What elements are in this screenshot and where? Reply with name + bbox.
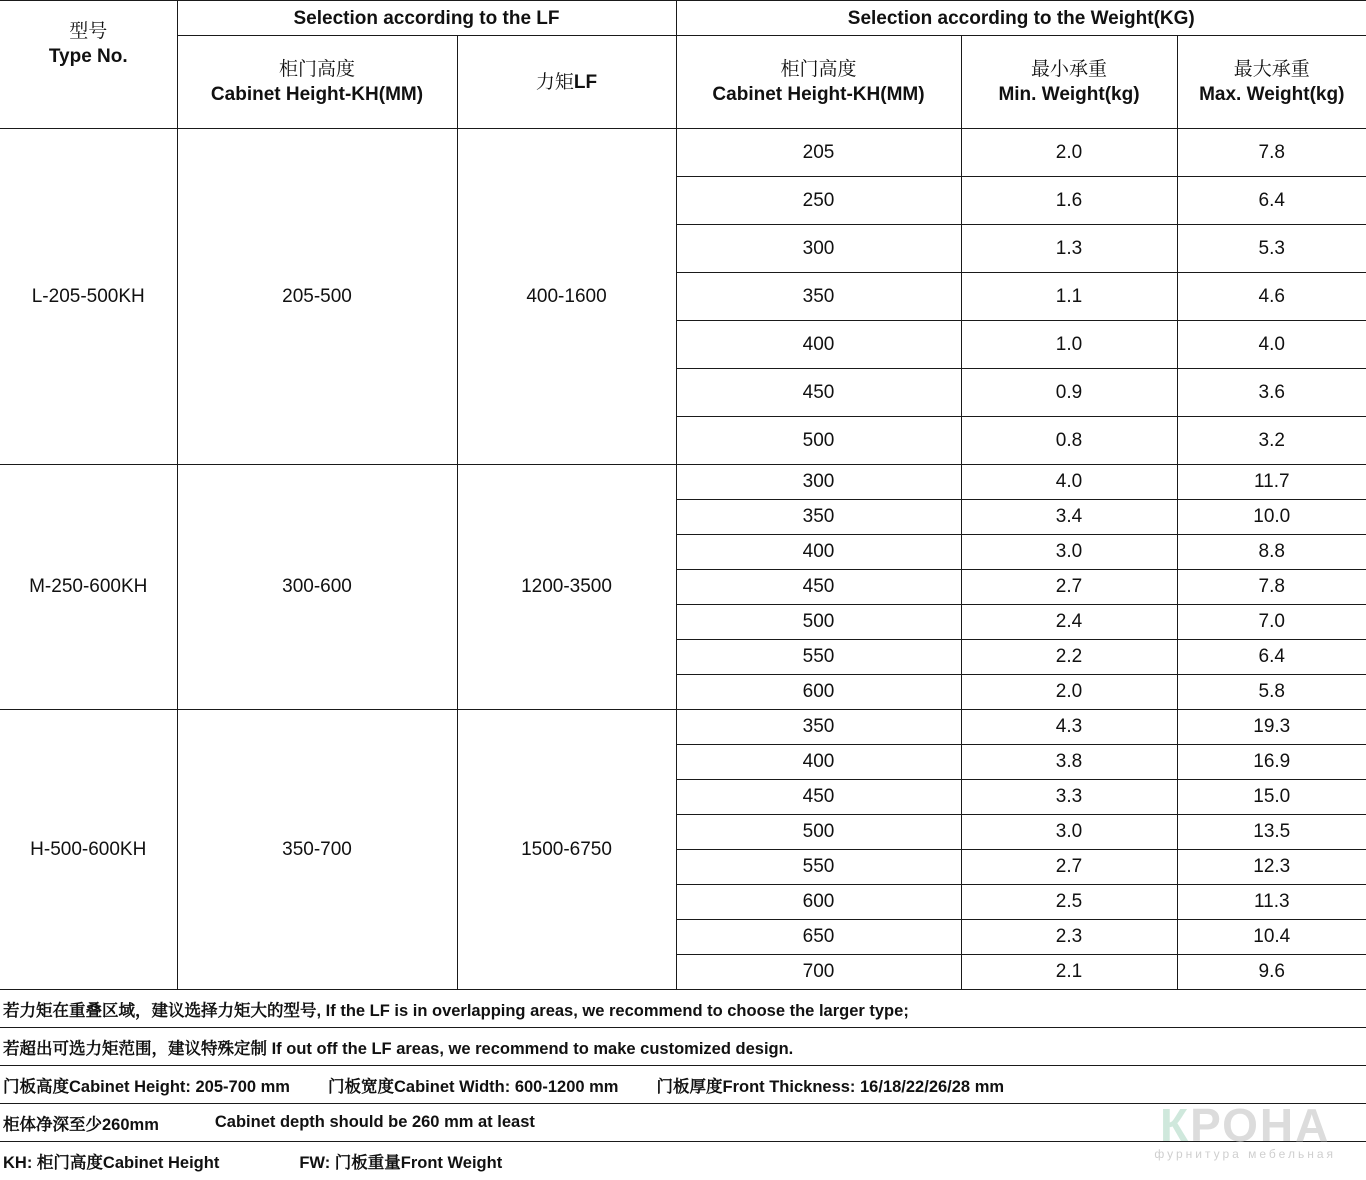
min-weight-cell: 2.7 xyxy=(961,570,1177,605)
min-weight-header xyxy=(961,36,1177,129)
notes-section xyxy=(0,990,1366,1180)
min-weight-cell: 2.5 xyxy=(961,885,1177,920)
type-no-header-en: Type No. xyxy=(0,44,177,69)
note-cabinet-width: 门板宽度Cabinet Width: 600-1200 mm xyxy=(328,1073,619,1097)
max-weight-header-en: Max. Weight(kg) xyxy=(1178,82,1366,107)
max-weight-cell: 11.3 xyxy=(1177,885,1366,920)
type-no-cell: H-500-600KH xyxy=(0,710,177,990)
min-weight-cell: 3.0 xyxy=(961,815,1177,850)
cabinet-height-cell: 600 xyxy=(676,675,961,710)
note-depth-zh: 柜体净深至少260mm xyxy=(3,1111,159,1135)
cabinet-height-cell: 650 xyxy=(676,920,961,955)
max-weight-cell: 15.0 xyxy=(1177,780,1366,815)
min-weight-cell: 2.1 xyxy=(961,955,1177,990)
height-range-cell: 205-500 xyxy=(177,129,457,465)
note-fw-definition: FW: 门板重量Front Weight xyxy=(299,1149,502,1173)
max-weight-cell: 5.8 xyxy=(1177,675,1366,710)
min-weight-cell: 2.7 xyxy=(961,850,1177,885)
note-dimensions xyxy=(0,1066,1366,1104)
min-weight-cell: 0.9 xyxy=(961,369,1177,417)
cabinet-height-cell: 350 xyxy=(676,500,961,535)
max-weight-cell: 7.8 xyxy=(1177,129,1366,177)
max-weight-cell: 10.0 xyxy=(1177,500,1366,535)
lf-header-zh: 力矩 xyxy=(536,71,574,93)
max-weight-cell: 5.3 xyxy=(1177,225,1366,273)
group-lf-header: Selection according to the LF xyxy=(177,1,676,36)
weight-cabinet-height-header-zh: 柜门高度 xyxy=(677,57,961,82)
max-weight-header xyxy=(1177,36,1366,129)
max-weight-cell: 9.6 xyxy=(1177,955,1366,990)
brand-watermark-k: К xyxy=(1160,1099,1190,1151)
lf-range-cell: 1200-3500 xyxy=(457,465,676,710)
min-weight-cell: 3.4 xyxy=(961,500,1177,535)
note-out-of-range xyxy=(0,1028,1366,1066)
cabinet-height-cell: 600 xyxy=(676,885,961,920)
max-weight-cell: 8.8 xyxy=(1177,535,1366,570)
min-weight-cell: 4.3 xyxy=(961,710,1177,745)
note-depth-en: Cabinet depth should be 260 mm at least xyxy=(215,1113,535,1132)
weight-cabinet-height-header xyxy=(676,36,961,129)
max-weight-cell: 12.3 xyxy=(1177,850,1366,885)
cabinet-height-cell: 500 xyxy=(676,815,961,850)
max-weight-cell: 13.5 xyxy=(1177,815,1366,850)
cabinet-height-cell: 700 xyxy=(676,955,961,990)
cabinet-height-cell: 205 xyxy=(676,129,961,177)
min-weight-cell: 2.4 xyxy=(961,605,1177,640)
max-weight-cell: 4.0 xyxy=(1177,321,1366,369)
note-front-thickness: 门板厚度Front Thickness: 16/18/22/26/28 mm xyxy=(656,1073,1004,1097)
table-row xyxy=(0,465,1366,500)
cabinet-height-cell: 550 xyxy=(676,850,961,885)
max-weight-cell: 3.6 xyxy=(1177,369,1366,417)
brand-watermark-rest: РОНА xyxy=(1190,1099,1330,1151)
height-range-cell: 350-700 xyxy=(177,710,457,990)
cabinet-height-cell: 400 xyxy=(676,745,961,780)
min-weight-cell: 0.8 xyxy=(961,417,1177,465)
min-weight-cell: 1.1 xyxy=(961,273,1177,321)
weight-cabinet-height-header-en: Cabinet Height-KH(MM) xyxy=(677,82,961,107)
note-definitions xyxy=(0,1142,1366,1180)
type-no-header-zh: 型号 xyxy=(0,19,177,44)
min-weight-cell: 3.0 xyxy=(961,535,1177,570)
cabinet-height-cell: 300 xyxy=(676,465,961,500)
max-weight-cell: 3.2 xyxy=(1177,417,1366,465)
lf-header-en: LF xyxy=(574,72,597,93)
max-weight-cell: 7.8 xyxy=(1177,570,1366,605)
max-weight-cell: 6.4 xyxy=(1177,640,1366,675)
cabinet-height-header-zh: 柜门高度 xyxy=(178,57,457,82)
min-weight-cell: 2.3 xyxy=(961,920,1177,955)
height-range-cell: 300-600 xyxy=(177,465,457,710)
min-weight-cell: 3.8 xyxy=(961,745,1177,780)
cabinet-height-cell: 400 xyxy=(676,535,961,570)
note-kh-definition: KH: 柜门高度Cabinet Height xyxy=(3,1149,219,1173)
lf-header xyxy=(457,36,676,129)
note-overlap-text: 若力矩在重叠区域，建议选择力矩大的型号, If the LF is in overlapping areas, we recommend to choose the larger type; xyxy=(3,997,909,1021)
max-weight-cell: 19.3 xyxy=(1177,710,1366,745)
min-weight-cell: 1.3 xyxy=(961,225,1177,273)
min-weight-header-zh: 最小承重 xyxy=(962,57,1177,82)
type-no-header xyxy=(0,1,177,129)
cabinet-height-header xyxy=(177,36,457,129)
max-weight-cell: 10.4 xyxy=(1177,920,1366,955)
max-weight-header-zh: 最大承重 xyxy=(1178,57,1366,82)
max-weight-cell: 6.4 xyxy=(1177,177,1366,225)
cabinet-height-cell: 400 xyxy=(676,321,961,369)
cabinet-height-cell: 450 xyxy=(676,570,961,605)
cabinet-height-cell: 350 xyxy=(676,710,961,745)
min-weight-cell: 3.3 xyxy=(961,780,1177,815)
max-weight-cell: 4.6 xyxy=(1177,273,1366,321)
max-weight-cell: 11.7 xyxy=(1177,465,1366,500)
cabinet-height-cell: 300 xyxy=(676,225,961,273)
cabinet-height-cell: 350 xyxy=(676,273,961,321)
type-no-cell: M-250-600KH xyxy=(0,465,177,710)
table-row xyxy=(0,710,1366,745)
min-weight-cell: 2.0 xyxy=(961,675,1177,710)
cabinet-height-cell: 450 xyxy=(676,780,961,815)
cabinet-height-cell: 450 xyxy=(676,369,961,417)
note-overlap xyxy=(0,990,1366,1028)
table-row xyxy=(0,129,1366,177)
min-weight-cell: 1.6 xyxy=(961,177,1177,225)
note-cabinet-height: 门板高度Cabinet Height: 205-700 mm xyxy=(3,1073,290,1097)
cabinet-height-cell: 250 xyxy=(676,177,961,225)
type-no-cell: L-205-500KH xyxy=(0,129,177,465)
brand-watermark-tagline: фурнитура мебельная xyxy=(1154,1147,1336,1161)
cabinet-height-cell: 500 xyxy=(676,417,961,465)
max-weight-cell: 16.9 xyxy=(1177,745,1366,780)
cabinet-height-cell: 500 xyxy=(676,605,961,640)
note-depth xyxy=(0,1104,1366,1142)
lf-range-cell: 400-1600 xyxy=(457,129,676,465)
cabinet-height-cell: 550 xyxy=(676,640,961,675)
min-weight-cell: 2.0 xyxy=(961,129,1177,177)
min-weight-cell: 2.2 xyxy=(961,640,1177,675)
cabinet-height-header-en: Cabinet Height-KH(MM) xyxy=(178,82,457,107)
min-weight-cell: 4.0 xyxy=(961,465,1177,500)
note-out-of-range-text: 若超出可选力矩范围，建议特殊定制 If out off the LF areas, we recommend to make customized design. xyxy=(3,1035,793,1059)
max-weight-cell: 7.0 xyxy=(1177,605,1366,640)
min-weight-header-en: Min. Weight(kg) xyxy=(962,82,1177,107)
min-weight-cell: 1.0 xyxy=(961,321,1177,369)
table-body xyxy=(0,129,1366,990)
group-weight-header: Selection according to the Weight(KG) xyxy=(676,1,1366,36)
lf-range-cell: 1500-6750 xyxy=(457,710,676,990)
